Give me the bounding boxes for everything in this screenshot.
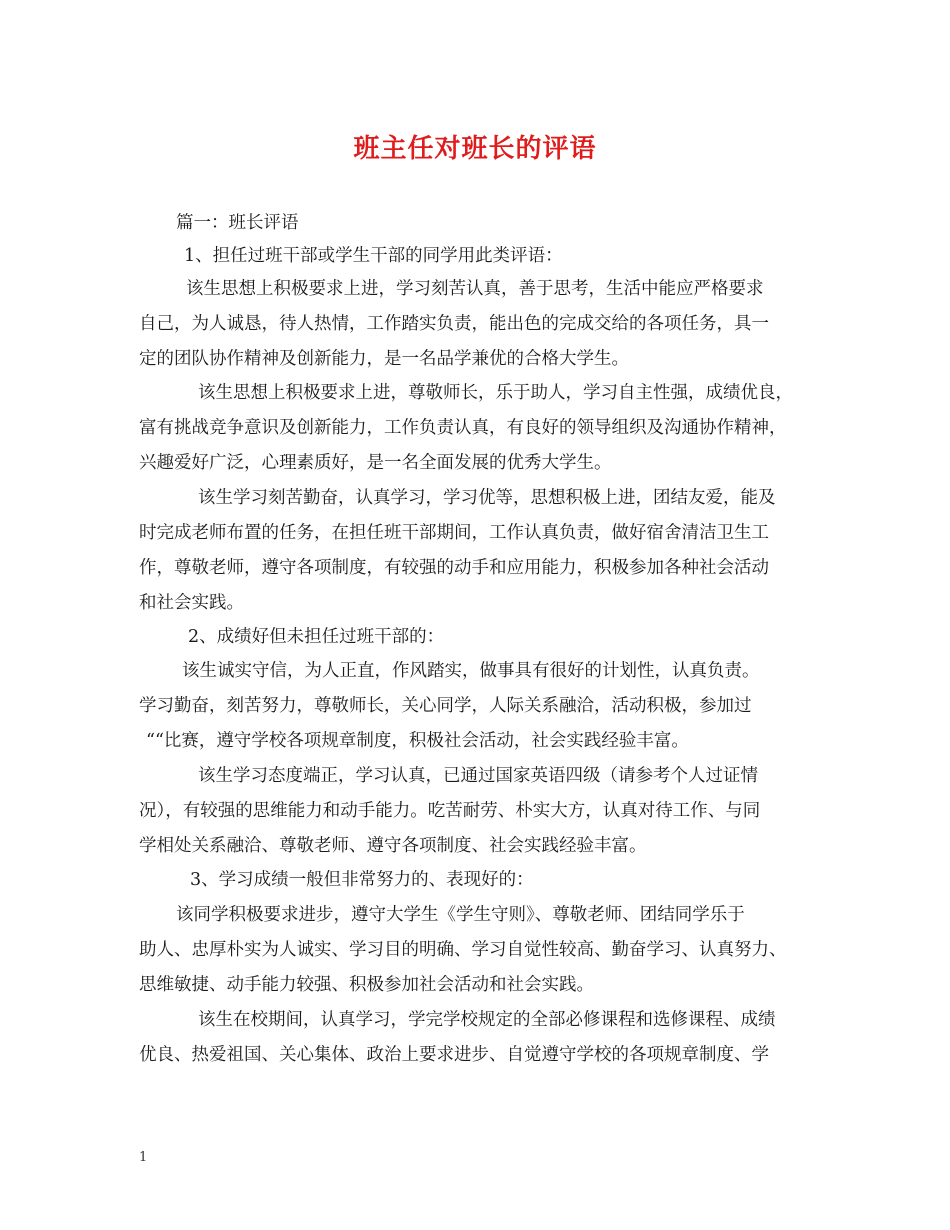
text-line: 思维敏捷、动手能力较强、积极参加社会活动和社会实践。 <box>139 975 594 995</box>
text-line: 3、学习成绩一般但非常努力的、表现好的： <box>190 870 534 890</box>
page-number: 1 <box>139 1150 148 1165</box>
text-line: 时完成老师布置的任务，在担任班干部期间，工作认真负责，做好宿舍清洁卫生工 <box>139 523 769 543</box>
text-line: ““比赛，遵守学校各项规章制度，积极社会活动，社会实践经验丰富。 <box>146 731 689 751</box>
text-line: 该生思想上积极要求上进，尊敬师长，乐于助人，学习自主性强，成绩优良， <box>198 383 793 403</box>
text-line: 定的团队协作精神及创新能力，是一名品学兼优的合格大学生。 <box>139 349 629 369</box>
document-title: 班主任对班长的评语 <box>353 134 597 164</box>
text-line: 2、成绩好但未担任过班干部的： <box>188 627 445 647</box>
text-line: 况），有较强的思维能力和动手能力。吃苦耐劳、朴实大方，认真对待工作、与同 <box>139 801 761 821</box>
text-line: 兴趣爱好广泛，心理素质好，是一名全面发展的优秀大学生。 <box>139 453 612 473</box>
text-line: 该生诚实守信，为人正直，作风踏实，做事具有很好的计划性，认真负责。 <box>182 661 760 681</box>
text-line: 富有挑战竞争意识及创新能力，工作负责认真，有良好的领导组织及沟通协作精神， <box>139 418 787 438</box>
text-line: 和社会实践。 <box>139 593 244 613</box>
text-line: 学习勤奋，刻苦努力，尊敬师长，关心同学，人际关系融洽，活动积极，参加过 <box>139 696 752 716</box>
text-line: 该同学积极要求进步，遵守大学生《学生守则》、尊敬老师、团结同学乐于 <box>176 905 745 925</box>
text-line: 作，尊敬老师，遵守各项制度，有较强的动手和应用能力，积极参加各种社会活动 <box>139 558 769 578</box>
text-line: 助人、忠厚朴实为人诚实、学习目的明确、学习自觉性较高、勤奋学习、认真努力、 <box>139 940 787 960</box>
text-line: 优良、热爱祖国、关心集体、政治上要求进步、自觉遵守学校的各项规章制度、学 <box>139 1045 769 1065</box>
text-line: 该生在校期间，认真学习，学完学校规定的全部必修课程和选修课程、成绩 <box>198 1010 776 1030</box>
text-line: 1、担任过班干部或学生干部的同学用此类评语： <box>184 246 563 266</box>
text-line: 该生学习刻苦勤奋，认真学习，学习优等，思想积极上进，团结友爱，能及 <box>198 488 776 508</box>
text-line: 学相处关系融洽、尊敬老师、遵守各项制度、社会实践经验丰富。 <box>139 836 647 856</box>
text-line: 该生学习态度端正，学习认真，已通过国家英语四级（请参考个人过证情 <box>198 766 758 786</box>
text-line: 自己，为人诚恳，待人热情，工作踏实负责，能出色的完成交给的各项任务，具一 <box>139 314 769 334</box>
text-line: 该生思想上积极要求上进，学习刻苦认真，善于思考，生活中能应严格要求 <box>186 279 764 299</box>
text-line: 篇一：班长评语 <box>176 213 299 233</box>
